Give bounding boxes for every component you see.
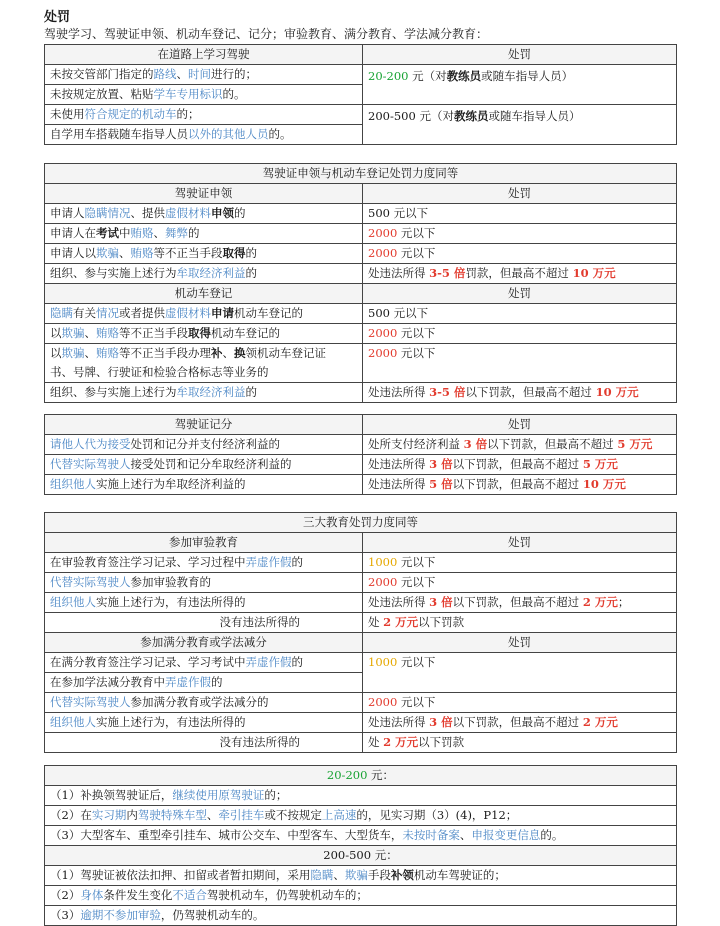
table-header: 驾驶证记分 (45, 415, 363, 435)
license-registration-table (44, 163, 677, 403)
fine-list-table (44, 765, 677, 926)
table-row: 以欺骗、贿赂等不正当手段取得机动车登记的 (45, 324, 363, 344)
table-header: 处罚 (363, 45, 677, 65)
list-item: （2）身体条件发生变化不适合驾驶机动车，仍驾驶机动车的； (45, 886, 677, 906)
table-row: 在参加学法减分教育中弄虚作假的 (45, 673, 363, 693)
table-row: 以欺骗、贿赂等不正当手段办理补、换领机动车登记证 书、号牌、行驶证和检验合格标志等业务的 (45, 344, 363, 383)
penalty-cell: 处所支付经济利益 3 倍以下罚款，但最高不超过 5 万元 (363, 435, 677, 455)
list-item: （3）大型客车、重型牵引挂车、城市公交车、中型客车、大型货车，未按时备案、申报变更信息的。 (45, 826, 677, 846)
table-header: 处罚 (363, 284, 677, 304)
table-row: 隐瞒有关情况或者提供虚假材料申请机动车登记的 (45, 304, 363, 324)
table-row: 申请人在考试中贿赂、舞弊的 (45, 224, 363, 244)
table-title: 20-200 元： (45, 766, 677, 786)
penalty-cell: 2000 元以下 (363, 693, 677, 713)
list-item: （3）逾期不参加审验，仍驾驶机动车的。 (45, 906, 677, 926)
section-title: 处罚 (44, 10, 71, 25)
penalty-cell: 2000 元以下 (363, 344, 677, 383)
table-header: 驾驶证申领 (45, 184, 363, 204)
penalty-cell: 2000 元以下 (363, 324, 677, 344)
table-header: 处罚 (363, 633, 677, 653)
table-row: 组织、参与实施上述行为牟取经济利益的 (45, 383, 363, 403)
penalty-cell: 处 2 万元以下罚款 (363, 613, 677, 633)
table-title: 200-500 元： (45, 846, 677, 866)
penalty-cell: 20-200 元（对教练员或随车指导人员） (363, 65, 677, 105)
table-row: 申请人以欺骗、贿赂等不正当手段取得的 (45, 244, 363, 264)
penalty-cell: 处违法所得 3-5 倍罚款，但最高不超过 10 万元 (363, 264, 677, 284)
table-header: 处罚 (363, 533, 677, 553)
table-row: 组织他人实施上述行为牟取经济利益的 (45, 475, 363, 495)
table-header: 处罚 (363, 415, 677, 435)
penalty-cell: 2000 元以下 (363, 573, 677, 593)
penalty-cell: 1000 元以下 (363, 553, 677, 573)
table-header: 处罚 (363, 184, 677, 204)
table-row: 组织他人实施上述行为，有违法所得的 (45, 713, 363, 733)
table-header: 参加审验教育 (45, 533, 363, 553)
penalty-cell: 处 2 万元以下罚款 (363, 733, 677, 753)
table-row: 代替实际驾驶人参加满分教育或学法减分的 (45, 693, 363, 713)
table-row: 没有违法所得的 (45, 613, 363, 633)
table-row: 组织他人实施上述行为，有违法所得的 (45, 593, 363, 613)
table-row: 请他人代为接受处罚和记分并支付经济利益的 (45, 435, 363, 455)
table-row: 未使用符合规定的机动车的； (45, 105, 363, 125)
section-subtitle: 驾驶学习、驾驶证申领、机动车登记、记分；审验教育、满分教育、学法减分教育： (44, 27, 489, 41)
penalty-cell: 处违法所得 3 倍以下罚款，但最高不超过 2 万元 (363, 713, 677, 733)
penalty-cell: 2000 元以下 (363, 224, 677, 244)
table-row: 组织、参与实施上述行为牟取经济利益的 (45, 264, 363, 284)
table-header: 机动车登记 (45, 284, 363, 304)
table-row: 未按规定放置、粘贴学车专用标识的。 (45, 85, 363, 105)
table-row: 自学用车搭载随车指导人员以外的其他人员的。 (45, 125, 363, 145)
license-points-table (44, 414, 677, 495)
table-row: 没有违法所得的 (45, 733, 363, 753)
penalty-cell: 500 元以下 (363, 304, 677, 324)
table-row: 在审验教育签注学习记录、学习过程中弄虚作假的 (45, 553, 363, 573)
table-header: 在道路上学习驾驶 (45, 45, 363, 65)
penalty-cell: 1000 元以下 (363, 653, 677, 693)
penalty-cell: 500 元以下 (363, 204, 677, 224)
penalty-cell: 处违法所得 3 倍以下罚款，但最高不超过 2 万元； (363, 593, 677, 613)
list-item: （1）补换领驾驶证后，继续使用原驾驶证的； (45, 786, 677, 806)
table-row: 在满分教育签注学习记录、学习考试中弄虚作假的 (45, 653, 363, 673)
table-row: 代替实际驾驶人接受处罚和记分牟取经济利益的 (45, 455, 363, 475)
table-title: 驾驶证申领与机动车登记处罚力度同等 (45, 164, 677, 184)
table-title: 三大教育处罚力度同等 (45, 513, 677, 533)
penalty-cell: 处违法所得 3 倍以下罚款，但最高不超过 5 万元 (363, 455, 677, 475)
table-header: 参加满分教育或学法减分 (45, 633, 363, 653)
table-row: 申请人隐瞒情况、提供虚假材料申领的 (45, 204, 363, 224)
list-item: （1）驾驶证被依法扣押、扣留或者暂扣期间，采用隐瞒、欺骗手段补领机动车驾驶证的； (45, 866, 677, 886)
table-row: 未按交管部门指定的路线、时间进行的； (45, 65, 363, 85)
penalty-cell: 处违法所得 3-5 倍以下罚款，但最高不超过 10 万元 (363, 383, 677, 403)
education-table (44, 512, 677, 753)
penalty-cell: 处违法所得 5 倍以下罚款，但最高不超过 10 万元 (363, 475, 677, 495)
penalty-cell: 2000 元以下 (363, 244, 677, 264)
list-item: （2）在实习期内驾驶特殊车型、牵引挂车或不按规定上高速的，见实习期（3）(4)，P12； (45, 806, 677, 826)
table-row: 代替实际驾驶人参加审验教育的 (45, 573, 363, 593)
learning-driving-table (44, 44, 677, 145)
penalty-cell: 200-500 元（对教练员或随车指导人员） (363, 105, 677, 145)
